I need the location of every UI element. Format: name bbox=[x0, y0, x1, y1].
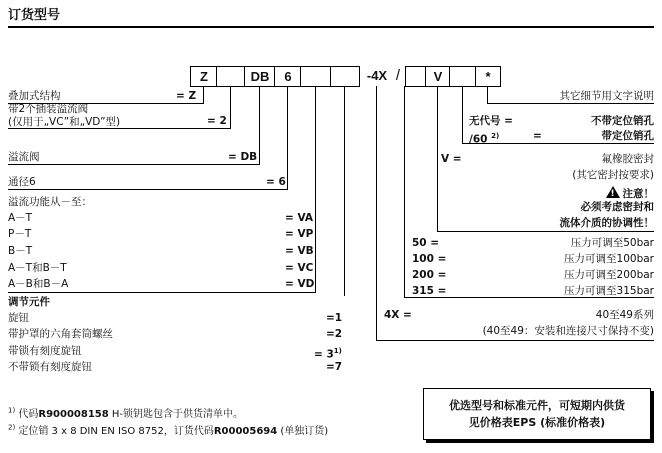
connector bbox=[437, 231, 654, 232]
footnote-code: R900008158 bbox=[38, 409, 109, 420]
option-code bbox=[314, 345, 342, 362]
option-code: =7 bbox=[326, 361, 343, 373]
option-label: 溢流阀 bbox=[8, 151, 40, 163]
option-code-value: = 3 bbox=[314, 348, 334, 361]
page-title: 订货型号 bbox=[8, 8, 61, 23]
code-box-seal: V bbox=[425, 66, 451, 87]
option-label: 旋钮 bbox=[8, 312, 29, 324]
connector bbox=[376, 340, 654, 341]
footnote-1 bbox=[8, 405, 243, 420]
section-title: 调节元件 bbox=[8, 296, 50, 308]
option-label: 不带锁有刻度旋钮 bbox=[8, 361, 92, 373]
connector bbox=[203, 86, 204, 103]
option-desc: 压力可调至50bar bbox=[570, 237, 654, 249]
warning-text: 注意！ bbox=[622, 188, 654, 200]
option-label: A－T bbox=[8, 212, 33, 224]
footnote-number: 1) bbox=[8, 406, 16, 415]
option-desc: 不带定位销孔 bbox=[591, 115, 654, 127]
warning-icon bbox=[606, 186, 620, 198]
connector bbox=[376, 86, 377, 341]
option-code: =2 bbox=[326, 328, 343, 340]
option-code: = VD bbox=[285, 278, 315, 290]
code-box-adjust bbox=[330, 66, 360, 87]
footnote-text: H-锁钥匙包含于供货清单中。 bbox=[108, 409, 244, 420]
code-box-other: * bbox=[475, 66, 501, 87]
code-box-2 bbox=[216, 66, 246, 87]
title-rule bbox=[8, 26, 654, 28]
option-label: (仅用于„VC”和„VD”型) bbox=[8, 116, 121, 128]
option-code: 100 = bbox=[412, 253, 447, 265]
code-box-z: Z bbox=[190, 66, 218, 87]
connector bbox=[344, 86, 345, 296]
code-box-series: -4X bbox=[360, 66, 394, 85]
connector bbox=[8, 189, 288, 190]
option-label: A－T和B－T bbox=[8, 262, 67, 274]
option-code: = Z bbox=[176, 90, 197, 102]
option-code: = VA bbox=[285, 212, 313, 224]
footnote-number: 2) bbox=[8, 423, 16, 432]
option-label: P－T bbox=[8, 228, 32, 240]
option-label: A－B和B－A bbox=[8, 278, 69, 290]
connector bbox=[259, 86, 260, 164]
note-line: 优选型号和标准元件，可短期内供货 bbox=[449, 399, 625, 412]
option-desc: 其它细节用文字说明 bbox=[559, 90, 654, 102]
option-desc: (其它密封按要求) bbox=[572, 169, 654, 181]
option-code: = VB bbox=[285, 245, 314, 257]
note-line: 见价格表EPS (标准价格表) bbox=[468, 416, 606, 429]
option-label: B－T bbox=[8, 245, 33, 257]
code-slash: / bbox=[393, 66, 403, 85]
connector bbox=[8, 164, 260, 165]
option-desc: 40至49系列 bbox=[595, 309, 654, 321]
option-code-value: /60 bbox=[469, 133, 488, 146]
footnote-code: R00005694 bbox=[213, 426, 278, 437]
footnote-ref: 2) bbox=[491, 132, 500, 140]
connector bbox=[8, 292, 316, 293]
connector bbox=[315, 86, 316, 292]
connector bbox=[487, 103, 654, 104]
option-code: V = bbox=[441, 153, 462, 165]
option-code: = 6 bbox=[266, 176, 286, 188]
connector bbox=[230, 86, 231, 128]
option-desc: 带定位销孔 bbox=[601, 130, 654, 142]
code-box-pressure bbox=[405, 66, 427, 87]
option-code: = VC bbox=[285, 262, 314, 274]
option-desc: 压力可调至315bar bbox=[564, 285, 654, 297]
option-code: 50 = bbox=[412, 237, 440, 249]
option-desc: 压力可调至100bar bbox=[564, 253, 654, 265]
option-label: 叠加式结构 bbox=[8, 90, 61, 102]
footnote-text: 代码 bbox=[18, 409, 39, 420]
option-desc: 压力可调至200bar bbox=[564, 269, 654, 281]
option-code bbox=[469, 130, 499, 147]
option-label: 通径6 bbox=[8, 176, 36, 188]
option-code: 200 = bbox=[412, 269, 447, 281]
section-title: 溢流功能从－至： bbox=[8, 196, 92, 208]
connector bbox=[437, 86, 438, 232]
warning-text: 流体介质的协调性！ bbox=[559, 217, 654, 229]
connector bbox=[404, 86, 405, 298]
option-eq: = bbox=[533, 130, 542, 142]
warning-text: 必须考虑密封和 bbox=[580, 201, 654, 213]
option-desc: 氟橡胶密封 bbox=[601, 153, 654, 165]
code-box-6: 6 bbox=[274, 66, 302, 87]
footnote-ref: 1) bbox=[333, 347, 342, 355]
option-code: 无代号 = bbox=[469, 115, 513, 127]
option-code: 315 = bbox=[412, 285, 447, 297]
code-box-db: DB bbox=[244, 66, 276, 87]
option-code: = 2 bbox=[207, 115, 227, 127]
option-code: =1 bbox=[326, 312, 343, 324]
option-label: 带锁有刻度旋钮 bbox=[8, 345, 82, 357]
option-label: 带2个插装溢流阀 bbox=[8, 103, 89, 115]
option-desc: (40至49：安装和连接尺寸保持不变) bbox=[482, 325, 654, 337]
option-label: 带护罩的六角套筒螺丝 bbox=[8, 328, 113, 340]
connector bbox=[487, 86, 488, 103]
footnote-text: 定位销 3 x 8 DIN EN ISO 8752，订货代码 bbox=[18, 426, 214, 437]
connector bbox=[287, 86, 288, 189]
warning-title bbox=[606, 185, 655, 201]
option-code: = DB bbox=[228, 151, 258, 163]
footnote-2 bbox=[8, 422, 328, 437]
code-box-function bbox=[300, 66, 332, 87]
option-code: = VP bbox=[285, 228, 314, 240]
connector bbox=[462, 86, 463, 143]
footnote-text: (单独订货) bbox=[277, 426, 329, 437]
option-code: 4X = bbox=[384, 309, 412, 321]
code-box-60 bbox=[449, 66, 477, 87]
preferred-types-note bbox=[423, 388, 651, 440]
